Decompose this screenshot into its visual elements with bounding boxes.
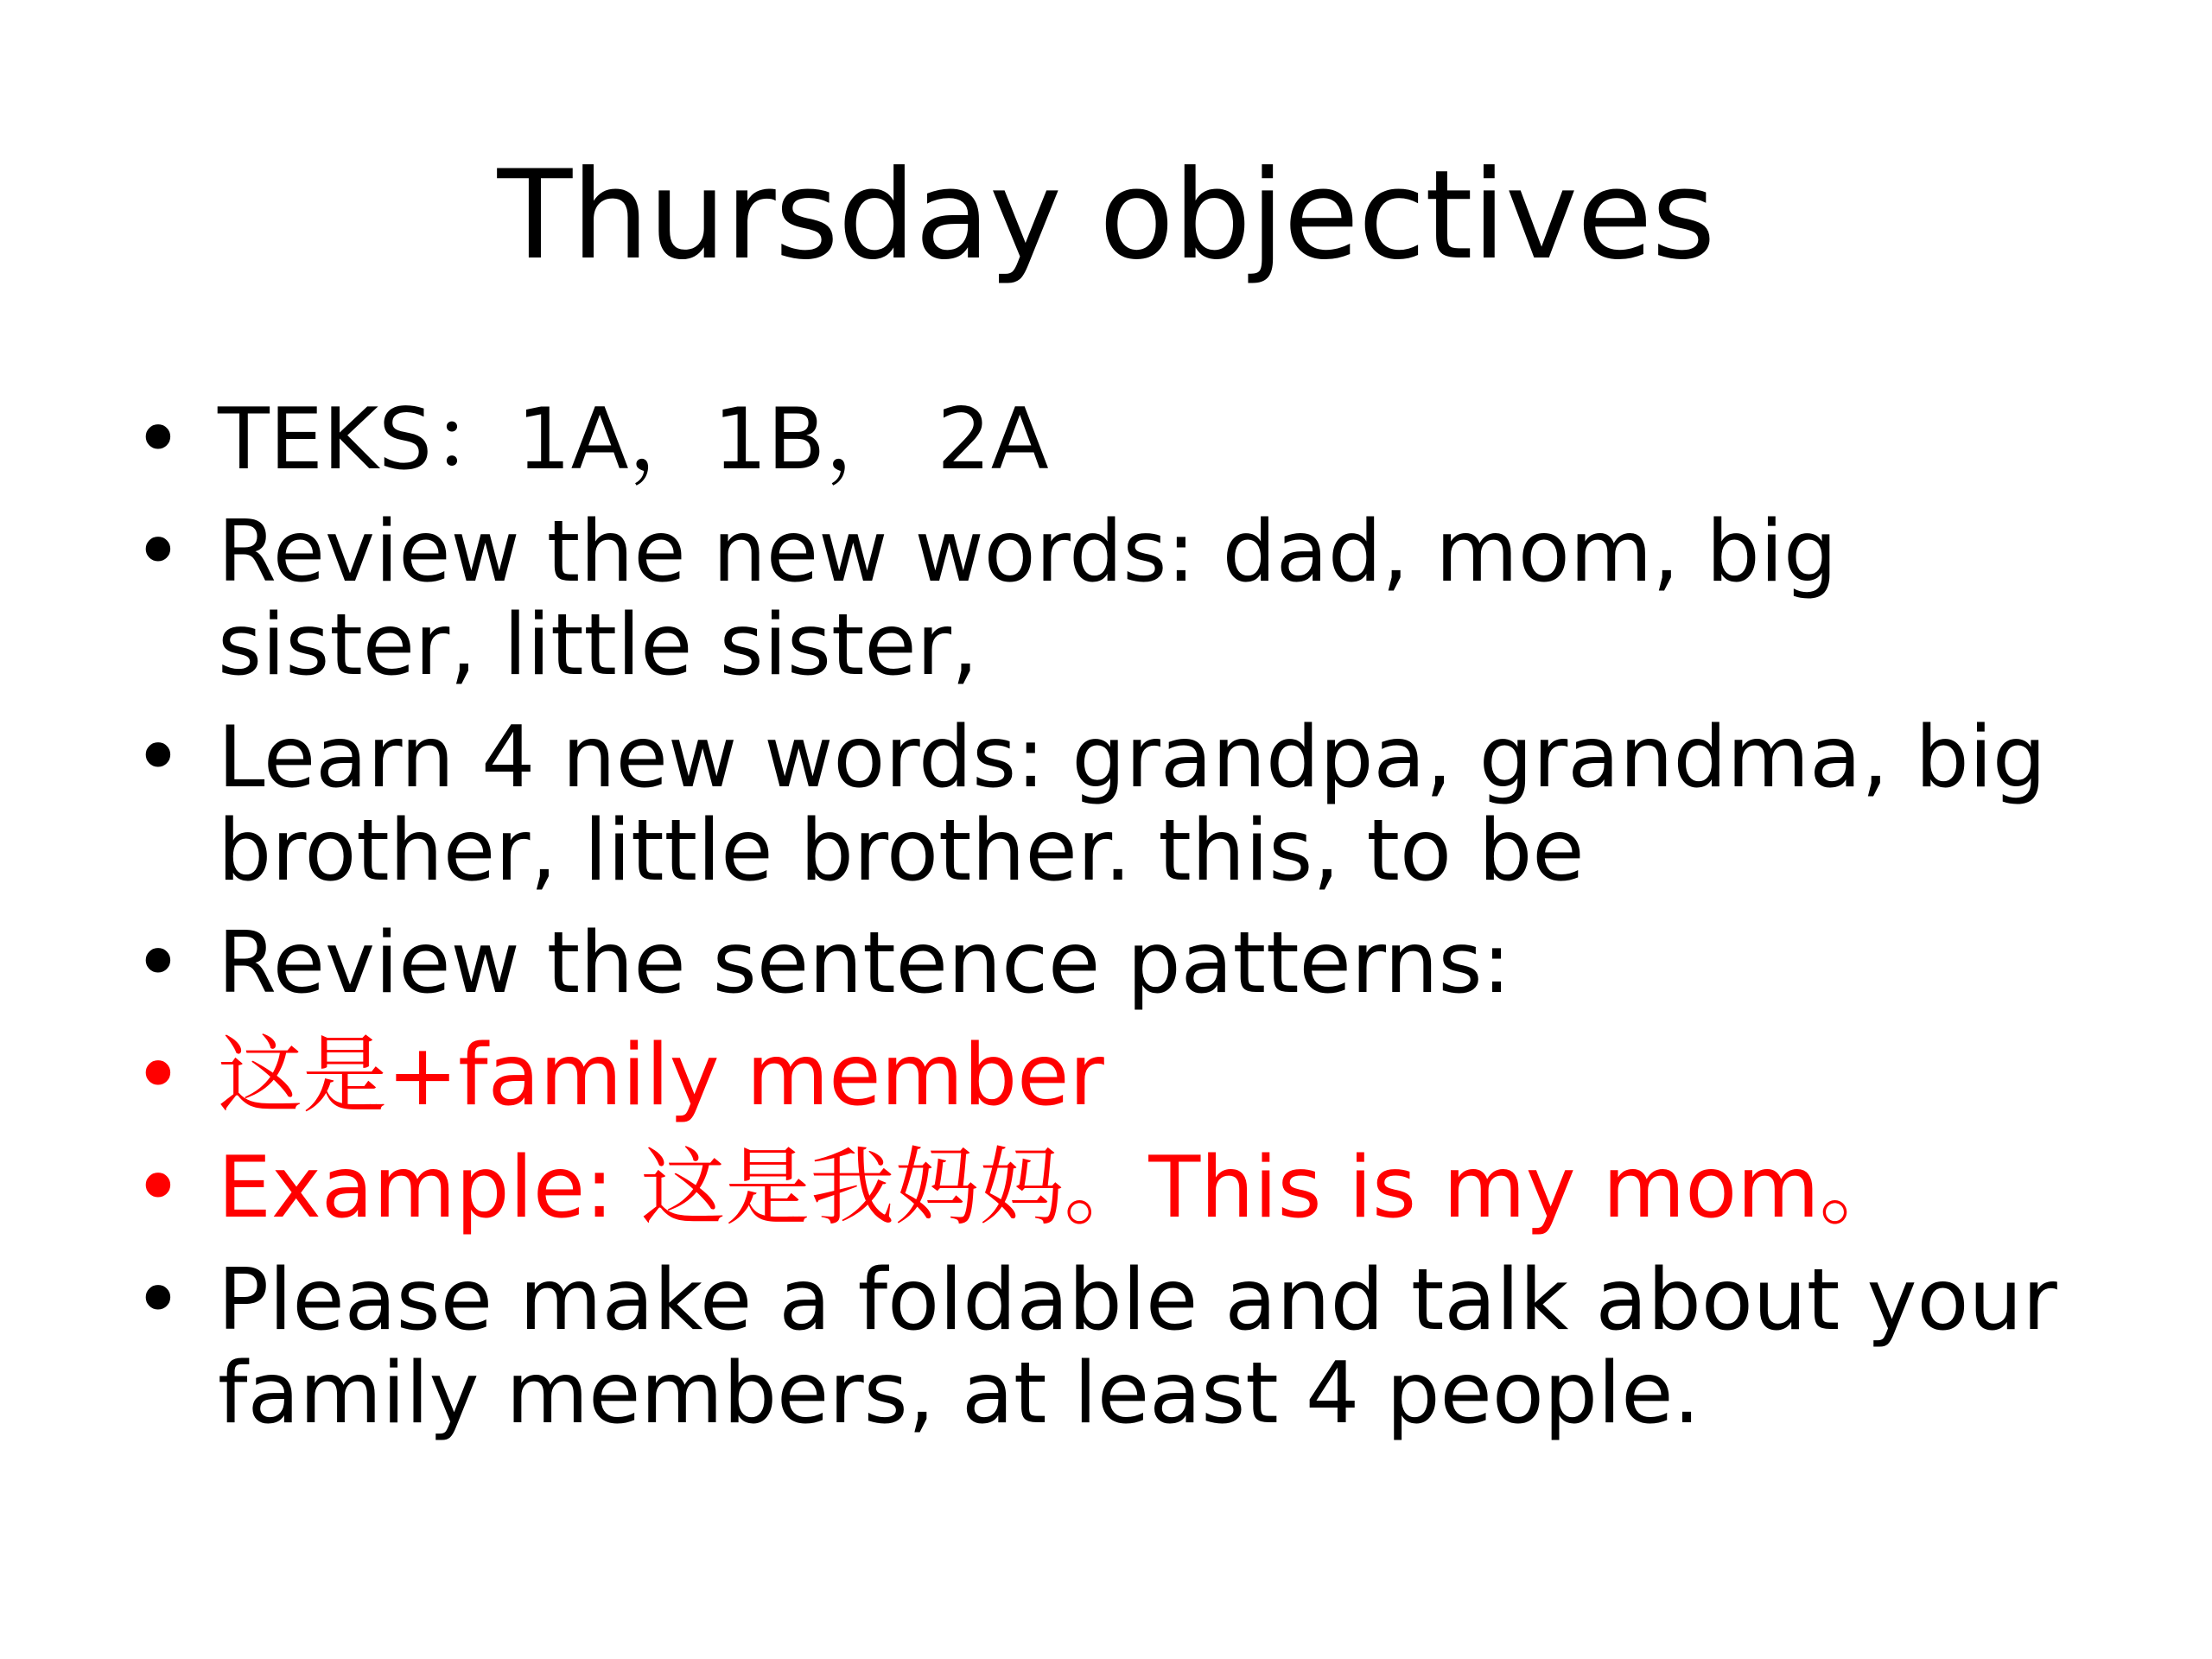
objective-foldable [131,1251,2119,1443]
bullet-glyph: • [133,391,183,489]
objective-text: TEKS：1A，1B， 2A [218,391,1049,489]
objective-text: Review the sentence patterns: [218,914,1511,1013]
objective-review-patterns [131,914,2119,1013]
objective-text: Review the new words: dad, mom, big sister, little sister, [218,503,1838,695]
objective-learn-words [131,711,2119,898]
objective-review-words [131,503,2119,695]
bullet-glyph: • [133,1251,183,1350]
slide-title: Thursday objectives [497,144,1715,287]
sentence-example [131,1141,2119,1235]
objective-text: Please make a foldable and talk about your family members, at least 4 people. [218,1251,2057,1443]
objective-teks [131,391,2119,489]
bullet-glyph: • [133,503,183,601]
bullet-glyph: • [133,1139,183,1237]
bullet-glyph: • [133,1027,183,1125]
objective-text: Learn 4 new words: grandpa, grandma, big brother, little brother. this, to be [218,709,2047,900]
objective-text: 这是+family member [218,1027,1104,1125]
objectives-list [131,393,2119,1459]
bullet-glyph: • [133,914,183,1013]
bullet-glyph: • [133,709,183,807]
objective-text: Example: 这是我妈妈。This is my mom。 [218,1139,1904,1237]
sentence-pattern [131,1027,2119,1125]
